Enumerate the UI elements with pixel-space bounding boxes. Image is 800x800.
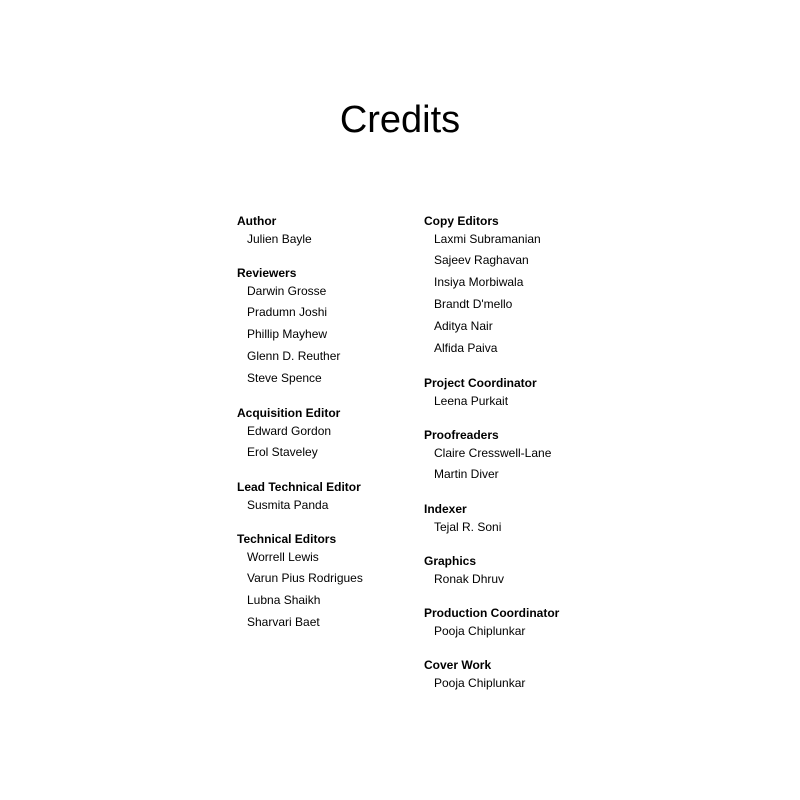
credit-section xyxy=(424,657,624,693)
credit-name: Lubna Shaikh xyxy=(247,593,321,607)
credit-name-list xyxy=(424,229,624,359)
credit-section xyxy=(424,427,624,485)
credit-name-list xyxy=(424,391,624,411)
credit-name-list xyxy=(424,673,624,693)
credit-name: Tejal R. Soni xyxy=(434,520,502,534)
credit-section xyxy=(424,605,624,641)
credit-section xyxy=(424,375,624,411)
credit-name: Alfida Paiva xyxy=(434,341,498,355)
credit-name-list xyxy=(424,517,624,537)
credit-name: Steve Spence xyxy=(247,371,322,385)
credit-name: Ronak Dhruv xyxy=(434,572,505,586)
credit-name: Brandt D'mello xyxy=(434,297,513,311)
credit-name: Glenn D. Reuther xyxy=(247,349,341,363)
credit-section xyxy=(237,531,417,633)
credit-name: Leena Purkait xyxy=(434,394,509,408)
credit-name: Pooja Chiplunkar xyxy=(434,676,526,690)
credit-name: Laxmi Subramanian xyxy=(434,232,541,246)
credit-name-list xyxy=(424,443,624,485)
credit-role-heading: Cover Work xyxy=(424,658,492,672)
credit-name: Erol Staveley xyxy=(247,445,318,459)
credit-name: Edward Gordon xyxy=(247,424,332,438)
credit-section xyxy=(424,501,624,537)
credits-column-left xyxy=(237,213,417,649)
credit-name: Aditya Nair xyxy=(434,319,493,333)
credit-name: Darwin Grosse xyxy=(247,284,327,298)
credit-role-heading: Copy Editors xyxy=(424,214,499,228)
credit-name-list xyxy=(424,621,624,641)
page-title: Credits xyxy=(339,99,461,141)
credit-name-list xyxy=(237,281,417,389)
credit-role-heading: Author xyxy=(237,214,277,228)
credit-section xyxy=(237,405,417,463)
credit-name: Sajeev Raghavan xyxy=(434,253,529,267)
credit-name-list xyxy=(237,229,417,249)
credit-name: Susmita Panda xyxy=(247,498,329,512)
credit-name-list xyxy=(237,495,417,515)
credit-name: Martin Diver xyxy=(434,467,499,481)
credit-name-list xyxy=(237,421,417,463)
credit-role-heading: Reviewers xyxy=(237,266,297,280)
credit-role-heading: Production Coordinator xyxy=(424,606,560,620)
credit-section xyxy=(237,213,417,249)
credit-section xyxy=(424,553,624,589)
credits-column-right xyxy=(424,213,624,709)
credit-section xyxy=(237,265,417,389)
credit-name: Sharvari Baet xyxy=(247,615,320,629)
credit-role-heading: Technical Editors xyxy=(237,532,337,546)
credit-role-heading: Lead Technical Editor xyxy=(237,480,361,494)
credit-name: Pooja Chiplunkar xyxy=(434,624,526,638)
credit-name: Pradumn Joshi xyxy=(247,305,328,319)
credit-name-list xyxy=(237,547,417,633)
credit-role-heading: Proofreaders xyxy=(424,428,499,442)
credit-name: Claire Cresswell-Lane xyxy=(434,446,552,460)
credit-role-heading: Acquisition Editor xyxy=(237,406,341,420)
credit-role-heading: Project Coordinator xyxy=(424,376,537,390)
credit-name: Varun Pius Rodrigues xyxy=(247,571,363,585)
credit-section xyxy=(424,213,624,359)
credit-name: Phillip Mayhew xyxy=(247,327,328,341)
credit-name: Julien Bayle xyxy=(247,232,312,246)
credit-section xyxy=(237,479,417,515)
credit-role-heading: Graphics xyxy=(424,554,477,568)
credit-name: Worrell Lewis xyxy=(247,550,319,564)
credit-role-heading: Indexer xyxy=(424,502,467,516)
credit-name: Insiya Morbiwala xyxy=(434,275,524,289)
credit-name-list xyxy=(424,569,624,589)
